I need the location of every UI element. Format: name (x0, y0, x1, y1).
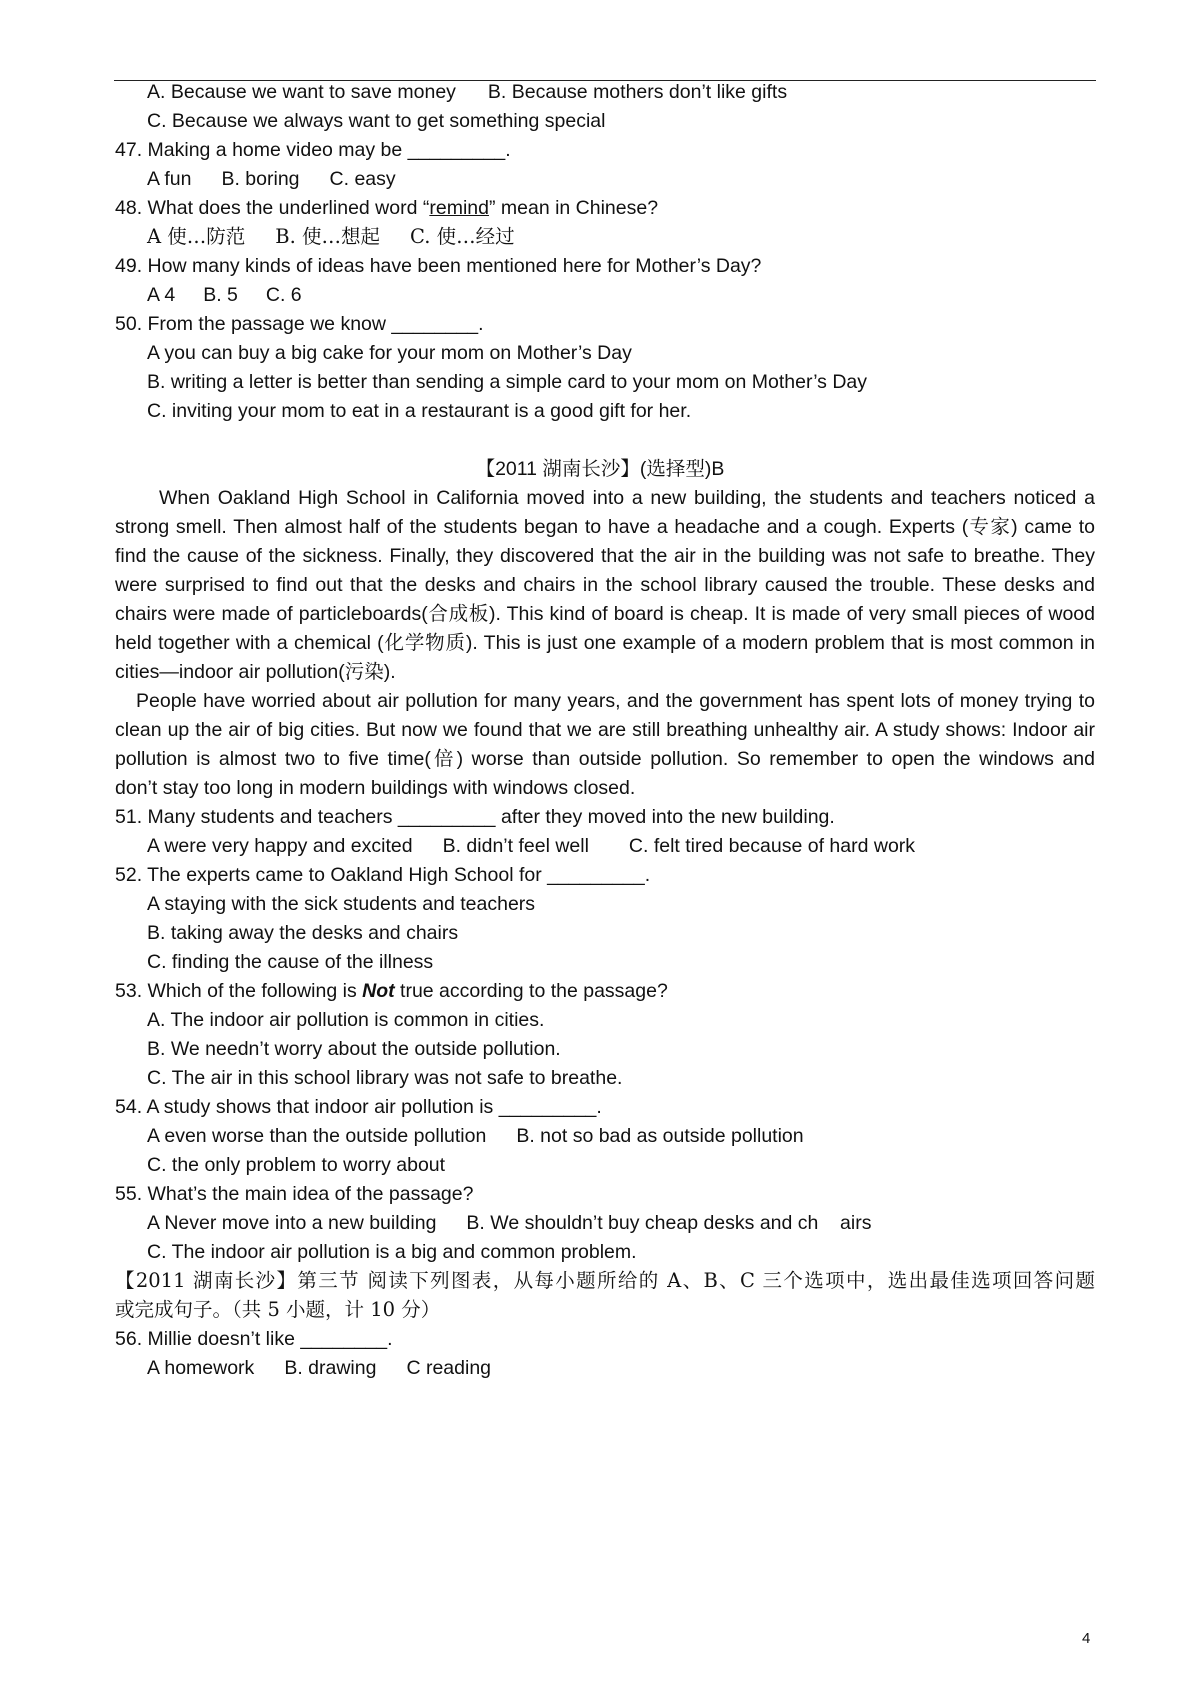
q53-stem (115, 979, 1095, 1003)
q50-option-c: C. inviting your mom to eat in a restaurant is a good gift for her. (147, 400, 692, 422)
q46-option-a: A. Because we want to save money (147, 81, 456, 103)
q54-option-c: C. the only problem to worry about (147, 1154, 446, 1176)
q53-option-a: A. The indoor air pollution is common in cities. (147, 1009, 545, 1031)
passage-p2-line: don’t stay too long in modern buildings with windows closed. (115, 777, 636, 799)
q50-stem: 50. From the passage we know ________. (115, 313, 484, 335)
q47-stem: 47. Making a home video may be _________. (115, 139, 511, 161)
q53-option-b: B. We needn’t worry about the outside pollution. (147, 1038, 561, 1060)
q50-option-a: A you can buy a big cake for your mom on Mother’s Day (147, 342, 632, 364)
q48-option-c: C. 使…经过 (410, 225, 515, 248)
q48-option-b: B. 使…想起 (275, 225, 381, 248)
q50-option-b: B. writing a letter is better than sending a simple card to your mom on Mother’s Day (147, 371, 868, 393)
q51-option-a: A were very happy and excited (147, 835, 413, 857)
q47-options (147, 167, 1095, 191)
passage-p2-line: People have worried about air pollution for many years, and the government has spent lots of money trying to (136, 690, 1095, 712)
passage-p1-line: chairs were made of particleboards(合成板). This kind of board is cheap. It is made of very small pieces of wood (115, 603, 1095, 625)
passage-p2-line: clean up the air of big cities. But now we found that we are still breathing unhealthy air. A study shows: Indoor air (115, 719, 1095, 741)
q53-stem-text: 53. Which of the following is (115, 980, 363, 1002)
q54-option-a: A even worse than the outside pollution (147, 1125, 487, 1147)
emphasis-not: Not (362, 980, 395, 1002)
q48-stem-text-end: ” mean in Chinese? (488, 197, 659, 219)
q49-option-a: A 4 (147, 284, 176, 306)
q51-option-c: C. felt tired because of hard work (628, 835, 916, 857)
q46-options-row1 (147, 80, 1095, 104)
q48-stem (115, 196, 1095, 220)
q48-option-a: A 使…防范 (147, 225, 246, 248)
q56-option-a: A homework (147, 1357, 255, 1379)
q56-option-b: B. drawing (284, 1357, 377, 1379)
q49-stem: 49. How many kinds of ideas have been mentioned here for Mother’s Day? (115, 255, 762, 277)
passage-p1-line: cities—indoor air pollution(污染). (115, 661, 396, 683)
q49-option-b: B. 5 (203, 284, 238, 306)
q56-stem: 56. Millie doesn’t like ________. (115, 1328, 393, 1350)
q52-stem: 52. The experts came to Oakland High School for _________. (115, 864, 651, 886)
q47-option-a: A fun (147, 168, 192, 190)
passage-p1-line: find the cause of the sickness. Finally, they discovered that the air in the building was not safe to breathe. They (115, 545, 1095, 567)
q56-options (147, 1356, 1095, 1380)
q52-option-c: C. finding the cause of the illness (147, 951, 434, 973)
q55-option-b: B. We shouldn’t buy cheap desks and ch airs (466, 1212, 872, 1234)
q54-option-b: B. not so bad as outside pollution (516, 1125, 804, 1147)
passage-p1-line: held together with a chemical (化学物质). This is just one example of a modern problem that is most common in (115, 632, 1095, 654)
passage-p1-line: When Oakland High School in California moved into a new building, the students and teachers noticed a (159, 487, 1095, 509)
q55-options-row1 (147, 1211, 1095, 1235)
underlined-word: remind (429, 197, 489, 219)
q51-stem: 51. Many students and teachers _________ after they moved into the new building. (115, 806, 835, 828)
q46-option-c: C. Because we always want to get something special (147, 110, 606, 132)
q52-option-b: B. taking away the desks and chairs (147, 922, 459, 944)
q47-option-c: C. easy (329, 168, 396, 190)
q53-option-c: C. The air in this school library was not safe to breathe. (147, 1067, 623, 1089)
q48-stem-text: 48. What does the underlined word “ (115, 197, 430, 219)
passage-p1-line: strong smell. Then almost half of the students began to have a headache and a cough. Experts (专家) came to (115, 516, 1095, 538)
q47-option-b: B. boring (221, 168, 300, 190)
q51-options (147, 834, 1095, 858)
q53-stem-text-end: true according to the passage? (394, 980, 668, 1002)
q56-option-c: C reading (406, 1357, 492, 1379)
q54-options-row1 (147, 1124, 1095, 1148)
q55-stem: 55. What’s the main idea of the passage? (115, 1183, 474, 1205)
q49-option-c: C. 6 (265, 284, 302, 306)
q52-option-a: A staying with the sick students and teachers (147, 893, 536, 915)
passage-p2-line: pollution is almost two to five time(倍) worse than outside pollution. So remember to open the windows and (115, 748, 1095, 770)
q51-option-b: B. didn’t feel well (442, 835, 589, 857)
section-b-heading: 【2011 湖南长沙】(选择型)B (475, 458, 725, 480)
q48-options (147, 225, 1095, 249)
section3-instructions-line1: 【2011 湖南长沙】第三节 阅读下列图表，从每小题所给的 A、B、C 三个选项中，选出最佳选项回答问题 (115, 1269, 1095, 1292)
q55-option-c: C. The indoor air pollution is a big and common problem. (147, 1241, 637, 1263)
q49-options (147, 283, 1095, 307)
passage-p1-line: were surprised to find out that the desks and chairs in the school library caused the trouble. These desks and (115, 574, 1095, 596)
q46-option-b: B. Because mothers don’t like gifts (487, 81, 788, 103)
page-number: 4 (1082, 1630, 1091, 1647)
q54-stem: 54. A study shows that indoor air pollution is _________. (115, 1096, 602, 1118)
q55-option-a: A Never move into a new building (147, 1212, 437, 1234)
section3-instructions-line2: 或完成句子。（共 5 小题，计 10 分） (115, 1298, 441, 1321)
